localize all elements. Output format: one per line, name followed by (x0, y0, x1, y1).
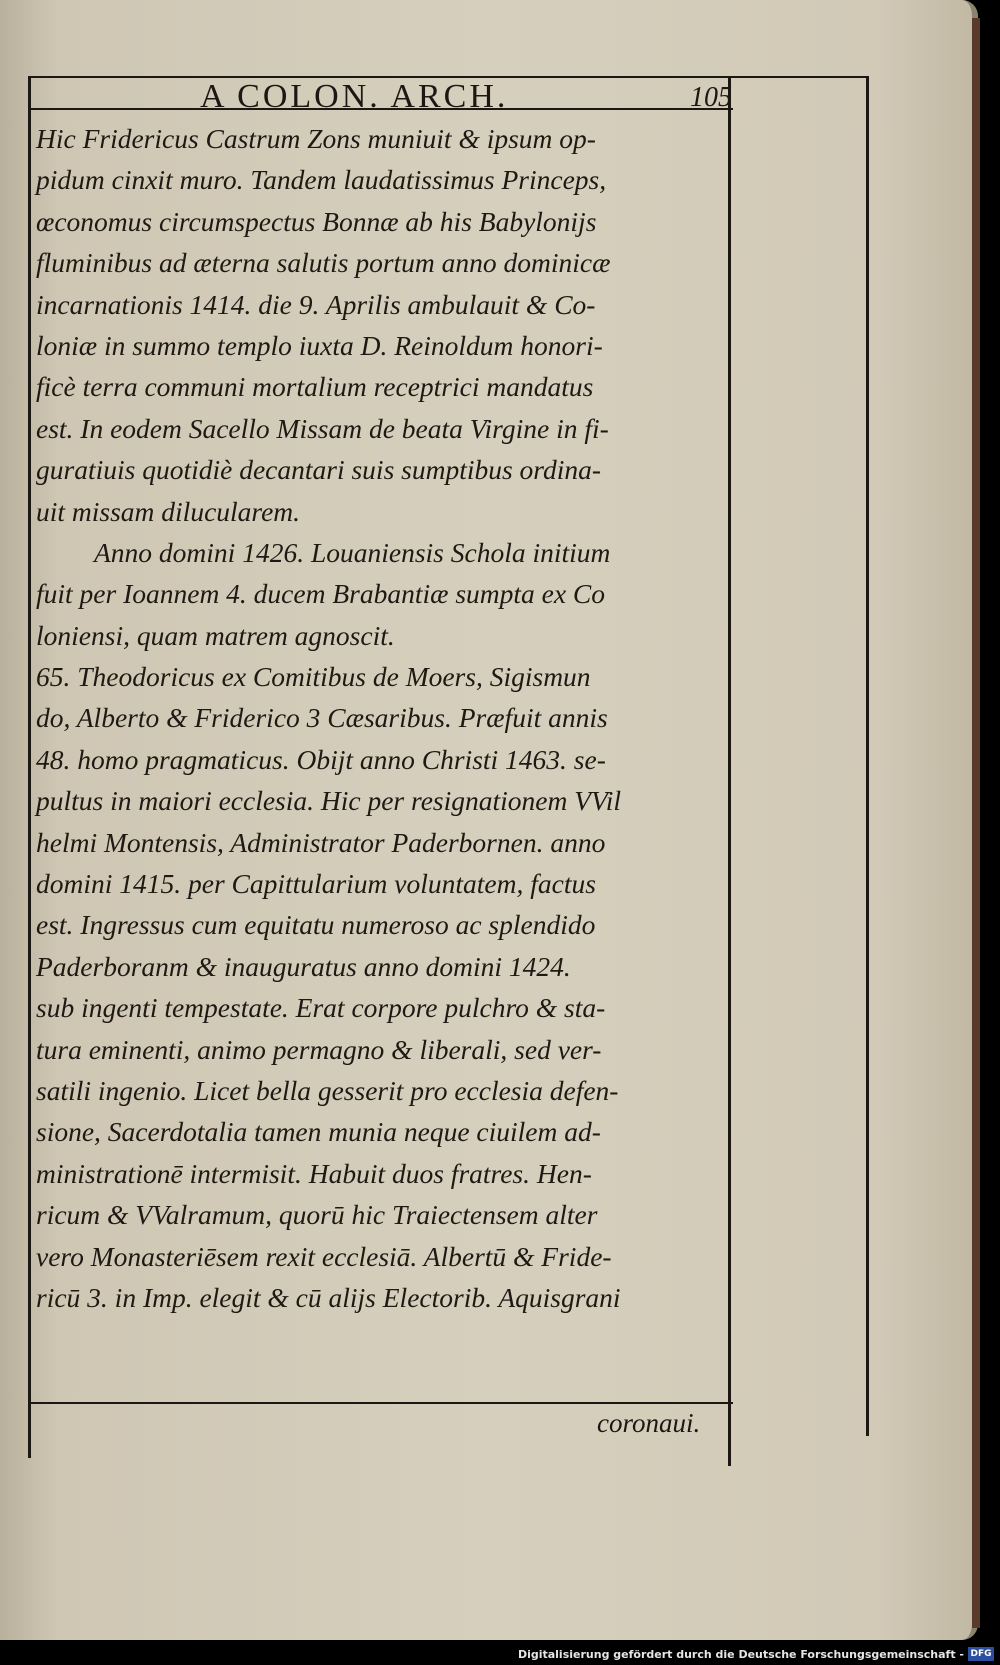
page-number: 105 (690, 82, 732, 113)
text-line: do, Alberto & Friderico 3 Cæsaribus. Præfuit annis (36, 702, 608, 734)
text-line: satili ingenio. Licet bella gesserit pro ecclesia defen- (36, 1074, 619, 1106)
text-line: Hic Fridericus Castrum Zons muniuit & ipsum op- (36, 123, 596, 154)
text-line: loniensi, quam matrem agnoscit. (36, 619, 395, 651)
text-line: sub ingenti tempestate. Erat corpore pulchro & sta- (36, 992, 606, 1024)
text-line: ficè terra communi mortalium receptrici mandatus (36, 371, 594, 403)
bottom-rule (28, 1402, 733, 1404)
text-line: œconomus circumspectus Bonnæ ab his Babylonijs (36, 205, 597, 237)
dfg-logo: DFG (968, 1647, 994, 1661)
text-line: est. In eodem Sacello Missam de beata Virgine in fi- (36, 412, 609, 444)
text-line: ricum & VValramum, quorū hic Traiectensem alter (36, 1199, 598, 1231)
text-line: est. Ingressus cum equitatu numeroso ac splendido (36, 909, 596, 941)
text-line: Anno domini 1426. Louaniensis Schola initium (94, 536, 611, 568)
text-line: pidum cinxit muro. Tandem laudatissimus Princeps, (36, 164, 607, 196)
text-line: Paderboranm & inauguratus anno domini 1424. (36, 950, 571, 982)
catchword: coronaui. (597, 1408, 701, 1438)
footer-bar (0, 1641, 1000, 1665)
text-line: guratiuis quotidiè decantari suis sumptibus ordina- (36, 454, 602, 486)
text-line: 48. homo pragmaticus. Obijt anno Christi 1463. se- (36, 743, 606, 775)
text-line: vero Monasteriēsem rexit ecclesiā. Albertū & Fride- (36, 1240, 612, 1272)
text-line: pultus in maiori ecclesia. Hic per resignationem VVil (36, 785, 622, 817)
text-line: 65. Theodoricus ex Comitibus de Moers, Sigismun (36, 661, 591, 693)
text-line: domini 1415. per Capittularium voluntatem, factus (36, 868, 596, 900)
running-head: A COLON. ARCH. (200, 78, 509, 115)
text-line: helmi Montensis, Administrator Paderbornen. anno (36, 826, 606, 858)
text-line: loniæ in summo templo iuxta D. Reinoldum honori- (36, 329, 603, 361)
text-line: ricū 3. in Imp. elegit & cū alijs Electorib. Aquisgrani (36, 1281, 621, 1313)
frame-outer-rule (866, 76, 869, 1436)
text-line: incarnationis 1414. die 9. Aprilis ambulauit & Co- (36, 288, 596, 320)
body-text (36, 118, 731, 1318)
text-line: ministrationē intermisit. Habuit duos fratres. Hen- (36, 1157, 592, 1189)
text-line: uit missam dilucularem. (36, 495, 301, 527)
text-line: tura eminenti, animo permagno & liberali, sed ver- (36, 1033, 602, 1065)
digitization-credit: Digitalisierung gefördert durch die Deutsche Forschungsgemeinschaft - (517, 1648, 964, 1661)
text-line: fuit per Ioannem 4. ducem Brabantiæ sumpta ex Co (36, 578, 606, 610)
text-line: fluminibus ad æterna salutis portum anno dominicæ (36, 247, 611, 279)
page-edge (972, 18, 980, 1628)
text-line: sione, Sacerdotalia tamen munia neque ciuilem ad- (36, 1116, 601, 1148)
frame-left-rule (28, 78, 31, 1458)
